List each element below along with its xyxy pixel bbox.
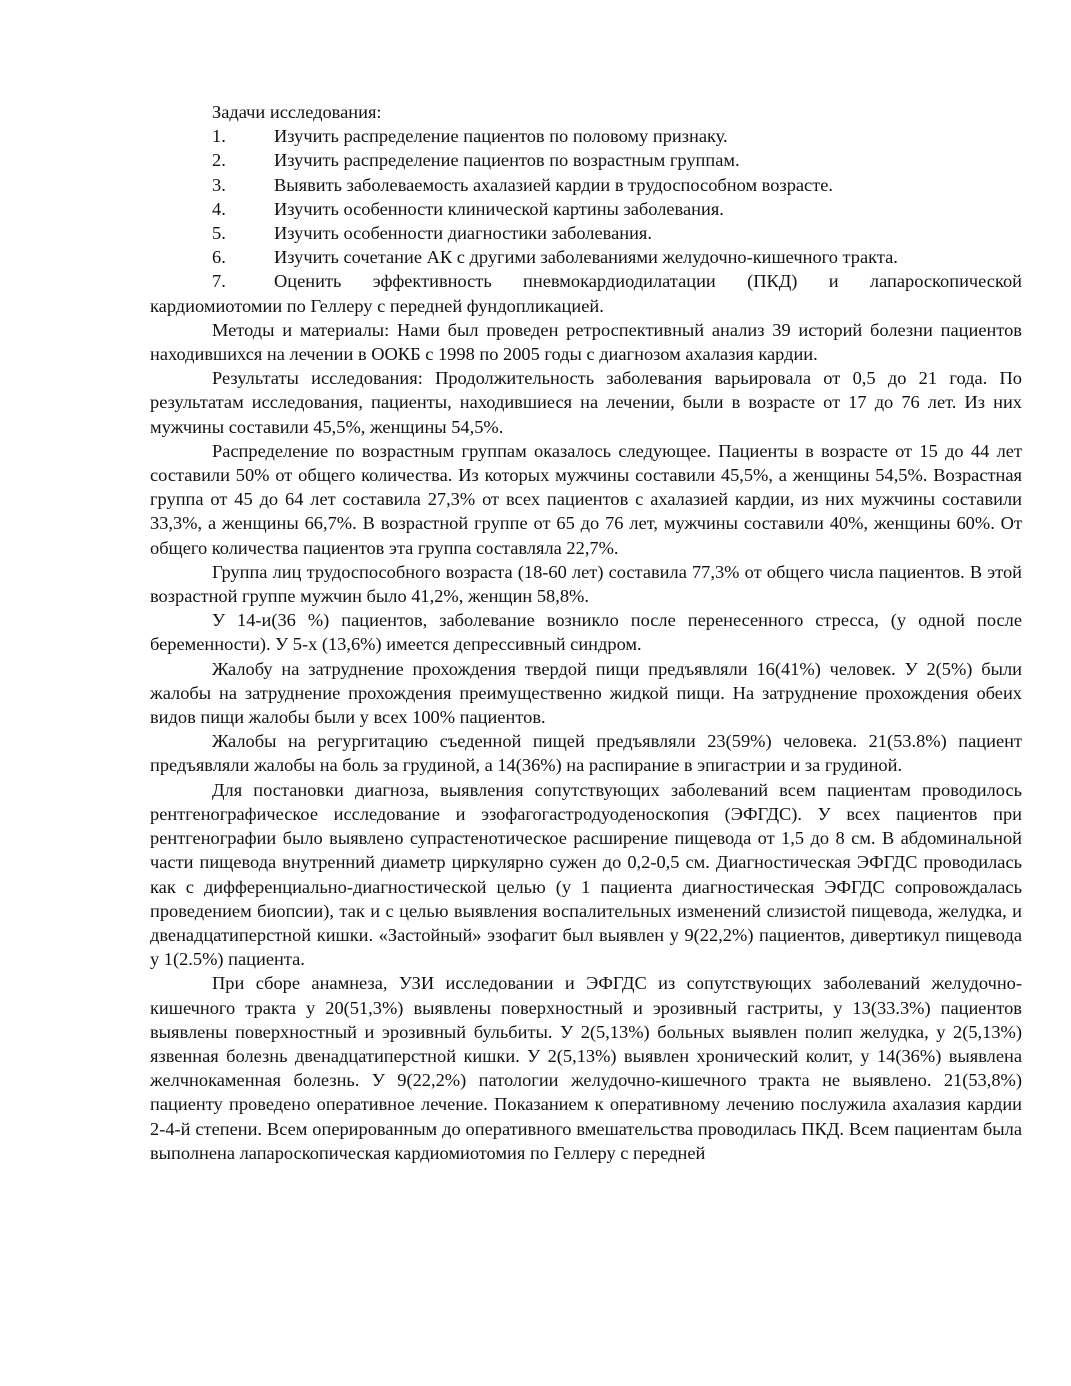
task-number: 2. — [212, 150, 226, 171]
task-number: 7. — [212, 271, 226, 292]
paragraph-methods: Методы и материалы: Нами был проведен ретроспективный анализ 39 историй болезни пациентов находившихся на лечении в ООКБ с 1998 по 2005 годы с диагнозом ахалазия кардии. — [150, 319, 1022, 365]
task-text: Оценить эффективность пневмокардиодилатации (ПКД) и лапароскопической кардиомиотомии по Геллеру с передней фундопликацией. — [150, 271, 1022, 316]
task-item — [150, 269, 1022, 317]
task-number: 4. — [212, 198, 226, 219]
paragraph-comorbidities: При сборе анамнеза, УЗИ исследовании и ЭФГДС из сопутствующих заболеваний желудочно-кишечного тракта у 20(51,3%) выявлены поверхностный и эрозивный гастриты, у 13(33.3%) пациентов выявлены поверхностный и эрозивный бульбиты. У 2(5,13%) больных выявлен полип желудка, у 2(5,13%) язвенная болезнь двенадцатиперстной кишки. У 2(5,13%) выявлен хронический колит, у 14(36%) выявлена желчнокаменная болезнь. У 9(22,2%) патологии желудочно-кишечного тракта не выявлено. 21(53,8%) пациенту проведено оперативное лечение. Показанием к оперативному лечению послужила ахалазия кардии 2-4-й степени. Всем оперированным до оперативного вмешательства проводилась ПКД. Всем пациентам была выполнена лапароскопическая кардиомиотомия по Геллеру с передней — [150, 973, 1022, 1163]
paragraph-regurgitation: Жалобы на регургитацию съеденной пищей предъявляли 23(59%) человека. 21(53.8%) пациент предъявляли жалобы на боль за грудиной, а 14(36%) на распирание в эпигастрии и за грудиной. — [150, 731, 1022, 776]
paragraph-age-groups: Распределение по возрастным группам оказалось следующее. Пациенты в возрасте от 15 до 44 лет составили 50% от общего количества. Из которых мужчины составили 45,5%, а женщины 54,5%. Возрастная группа от 45 до 64 лет составила 27,3% от всех пациентов с ахалазией кардии, из них мужчины составили 33,3%, а женщины 66,7%. В возрастной группе от 65 до 76 лет, мужчины составили 40%, женщины 60%. От общего количества пациентов эта группа составляла 22,7%. — [150, 440, 1022, 558]
document-page — [150, 100, 1022, 1165]
task-text: Изучить сочетание АК с другими заболеваниями желудочно-кишечного тракта. — [274, 247, 898, 268]
task-item — [150, 148, 1022, 172]
task-item — [150, 124, 1022, 148]
paragraph-diagnostics: Для постановки диагноза, выявления сопутствующих заболеваний всем пациентам проводилось рентгенографическое исследование и эзофагогастродуоденоскопия (ЭФГДС). У всех пациентов при рентгенографии было выявлено супрастенотическое расширение пищевода от 1,5 до 8 см. В абдоминальной части пищевода внутренний диаметр циркулярно сужен до 0,2-0,5 см. Диагностическая ЭФГДС проводилась как с дифференциально-диагностической целью (у 1 пациента диагностическая ЭФГДС сопровождалась проведением биопсии), так и с целью выявления воспалительных изменений слизистой пищевода, желудка, и двенадцатиперстной кишки. «Застойный» эзофагит был выявлен у 9(22,2%) пациентов, дивертикул пищевода у 1(2.5%) пациента. — [150, 779, 1022, 970]
task-text: Выявить заболеваемость ахалазией кардии в трудоспособном возрасте. — [274, 174, 834, 195]
task-text: Изучить особенности диагностики заболевания. — [274, 223, 652, 244]
task-number: 6. — [212, 247, 226, 268]
task-item — [150, 245, 1022, 269]
paragraph-working-age: Группа лиц трудоспособного возраста (18-60 лет) составила 77,3% от общего числа пациентов. В этой возрастной группе мужчин было 41,2%, женщин 58,8%. — [150, 561, 1022, 607]
task-text: Изучить особенности клинической картины заболевания. — [274, 198, 724, 219]
task-number: 5. — [212, 223, 226, 244]
paragraph-stress: У 14-и(36 %) пациентов, заболевание возникло после перенесенного стресса, (у одной после беременности). У 5-х (13,6%) имеется депрессивный синдром. — [150, 610, 1022, 655]
task-text: Изучить распределение пациентов по возрастным группам. — [274, 150, 740, 171]
task-item — [150, 221, 1022, 245]
paragraph-dysphagia: Жалобу на затруднение прохождения твердой пищи предъявляли 16(41%) человек. У 2(5%) были жалобы на затруднение прохождения преимущественно жидкой пищи. На затруднение прохождения обеих видов пищи жалобы были у всех 100% пациентов. — [150, 658, 1022, 728]
task-number: 3. — [212, 174, 226, 195]
tasks-heading: Задачи исследования: — [212, 102, 382, 122]
paragraph-results: Результаты исследования: Продолжительность заболевания варьировала от 0,5 до 21 года. По результатам исследования, пациенты, находившиеся на лечении, были в возрасте от 17 до 76 лет. Из них мужчины составили 45,5%, женщины 54,5%. — [150, 368, 1022, 437]
task-number: 1. — [212, 126, 226, 147]
task-text: Изучить распределение пациентов по половому признаку. — [274, 126, 728, 147]
task-item — [150, 197, 1022, 221]
task-item — [150, 173, 1022, 197]
tasks-list — [150, 124, 1022, 318]
